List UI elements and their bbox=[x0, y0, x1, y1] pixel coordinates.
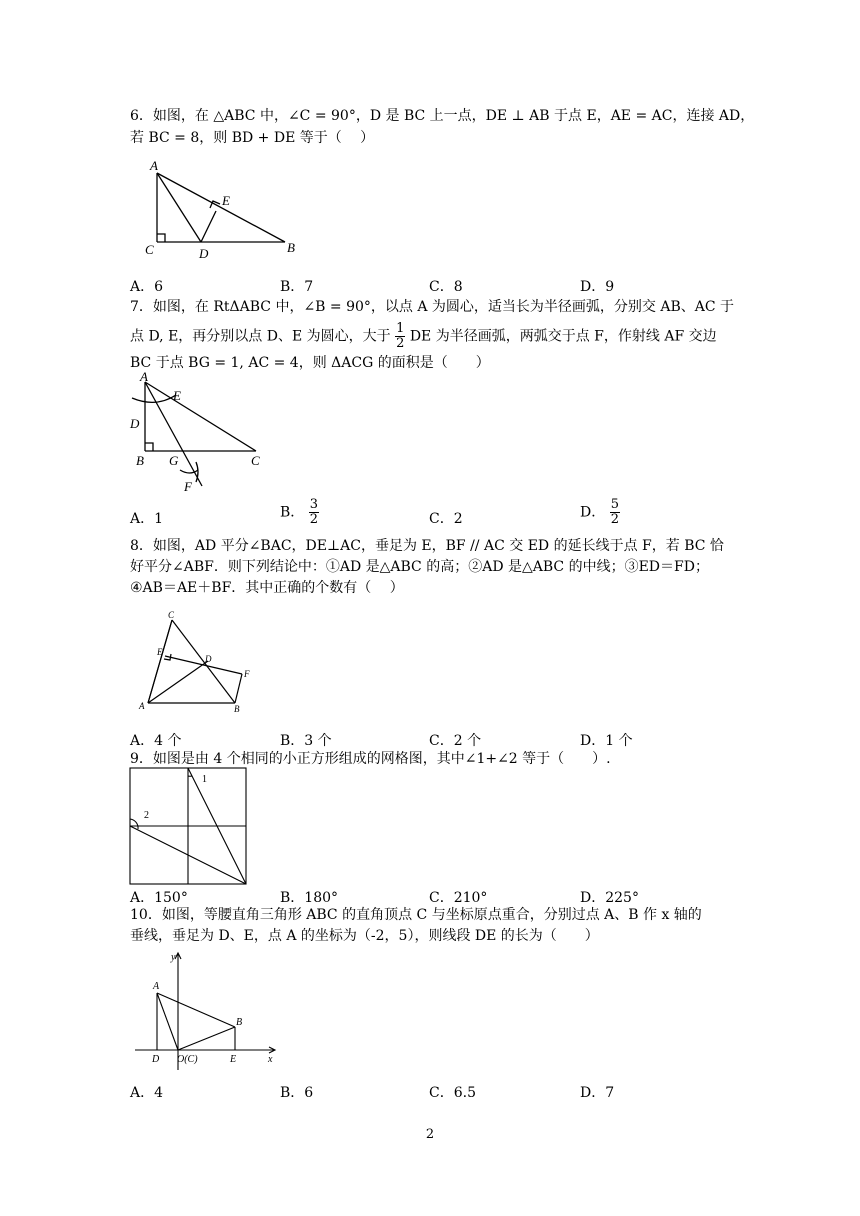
q6-label-d: D bbox=[199, 246, 209, 261]
q7-option-b[interactable]: B． $\frac{3}{2}$ bbox=[280, 497, 319, 527]
q10-label-a: A bbox=[153, 981, 160, 992]
q7-option-b-fraction: $\frac{3}{2}$ bbox=[309, 497, 319, 527]
q9-line-1: 9．如图是由 4 个相同的小正方形组成的网格图，其中∠1+∠2 等于（ ）. bbox=[130, 751, 611, 767]
q9-option-d[interactable]: D．225° bbox=[580, 890, 639, 906]
q6-option-d[interactable]: D．9 bbox=[580, 279, 615, 295]
q7-line-2-suffix: DE 为半径画弧，两弧交于点 F，作射线 AF 交边 bbox=[409, 328, 717, 345]
q10-figure bbox=[130, 945, 290, 1073]
q6-label-c: C bbox=[145, 242, 154, 257]
page-number: 2 bbox=[425, 1127, 435, 1142]
q10-label-origin: O(C) bbox=[177, 1054, 198, 1065]
q6-figure bbox=[130, 155, 310, 265]
q7-label-a: A bbox=[140, 370, 148, 384]
q8-label-d: D bbox=[205, 654, 212, 664]
q7-line-2 bbox=[130, 322, 717, 351]
q10-option-c[interactable]: C．6.5 bbox=[429, 1085, 476, 1101]
q8-label-b: B bbox=[234, 704, 240, 714]
q7-option-a[interactable]: A．1 bbox=[130, 511, 164, 527]
q10-line-2: 垂线，垂足为 D、E，点 A 的坐标为（-2，5），则线段 DE 的长为（ ） bbox=[130, 928, 599, 944]
q7-option-d-fraction: $\frac{5}{2}$ bbox=[610, 497, 619, 527]
q6-options bbox=[130, 276, 770, 294]
q8-label-c: C bbox=[168, 610, 175, 620]
q6-option-a[interactable]: A．6 bbox=[130, 279, 164, 295]
q6-option-c[interactable]: C．8 bbox=[429, 279, 463, 295]
q8-label-a: A bbox=[139, 701, 145, 711]
q7-line-3: BC 于点 BG = 1, AC = 4，则 ΔACG 的面积是（ ） bbox=[130, 355, 490, 371]
q7-figure bbox=[128, 370, 278, 495]
q6-line-1: 6．如图，在 △ABC 中，∠C = 90°，D 是 BC 上一点，DE ⊥ AB 于点 E，AE = AC，连接 AD， bbox=[130, 108, 755, 124]
q10-label-e: E bbox=[230, 1054, 237, 1065]
q7-option-c[interactable]: C．2 bbox=[429, 511, 463, 527]
q7-label-b: B bbox=[136, 453, 144, 468]
q8-option-c[interactable]: C．2 个 bbox=[429, 733, 482, 749]
q10-label-x: x bbox=[268, 1054, 273, 1065]
q8-option-a[interactable]: A．4 个 bbox=[130, 733, 182, 749]
q7-label-c: C bbox=[251, 453, 260, 468]
q9-option-a[interactable]: A．150° bbox=[130, 890, 188, 906]
q9-options bbox=[130, 887, 770, 905]
q8-label-e: E bbox=[157, 647, 163, 657]
q8-label-f: F bbox=[244, 669, 250, 679]
q10-option-d[interactable]: D．7 bbox=[580, 1085, 615, 1101]
q7-line-1: 7．如图，在 RtΔABC 中，∠B = 90°，以点 A 为圆心，适当长为半径画弧，分别交 AB、AC 于 bbox=[130, 299, 735, 315]
q6-label-e: E bbox=[222, 193, 230, 208]
q7-label-g: G bbox=[169, 453, 179, 468]
q10-label-b: B bbox=[236, 1017, 243, 1028]
q6-line-2: 若 BC = 8，则 BD + DE 等于（ ） bbox=[130, 130, 375, 146]
q6-option-b[interactable]: B．7 bbox=[280, 279, 314, 295]
q10-option-a[interactable]: A．4 bbox=[130, 1085, 164, 1101]
q7-line-2-prefix: 点 D, E，再分别以点 D、E 为圆心，大于 bbox=[130, 328, 391, 345]
q7-fraction-half: $\frac{1}{2}$ bbox=[396, 321, 405, 351]
q8-option-d[interactable]: D．1 个 bbox=[580, 733, 633, 749]
q9-figure bbox=[128, 766, 250, 886]
q8-option-b[interactable]: B．3 个 bbox=[280, 733, 332, 749]
q10-options bbox=[130, 1082, 770, 1100]
q9-option-b[interactable]: B．180° bbox=[280, 890, 339, 906]
q6-label-a: A bbox=[150, 158, 158, 173]
q7-label-d: D bbox=[130, 416, 140, 431]
q6-label-b: B bbox=[287, 240, 295, 255]
q7-option-d[interactable]: D． $\frac{5}{2}$ bbox=[580, 497, 619, 527]
q8-line-2: 好平分∠ABF．则下列结论中：①AD 是△ABC 的高；②AD 是△ABC 的中线；③ED＝FD； bbox=[130, 559, 709, 575]
q9-label-angle-1: 1 bbox=[202, 774, 207, 785]
q7-options bbox=[130, 497, 770, 527]
q8-options bbox=[130, 730, 770, 748]
q7-label-f: F bbox=[184, 479, 192, 494]
q8-line-3: ④AB＝AE＋BF．其中正确的个数有（ ） bbox=[130, 580, 404, 596]
q10-line-1: 10．如图，等腰直角三角形 ABC 的直角顶点 C 与坐标原点重合，分别过点 A、B 作 x 轴的 bbox=[130, 907, 702, 923]
q9-option-c[interactable]: C．210° bbox=[429, 890, 488, 906]
q10-label-y: y bbox=[171, 952, 176, 963]
q8-figure bbox=[135, 607, 265, 717]
q9-label-angle-2: 2 bbox=[144, 810, 149, 821]
q7-label-e: E bbox=[173, 388, 181, 403]
q8-line-1: 8．如图，AD 平分∠BAC，DE⊥AC，垂足为 E，BF // AC 交 ED 的延长线于点 F，若 BC 恰 bbox=[130, 538, 724, 554]
q10-label-d: D bbox=[152, 1054, 160, 1065]
q10-option-b[interactable]: B．6 bbox=[280, 1085, 314, 1101]
